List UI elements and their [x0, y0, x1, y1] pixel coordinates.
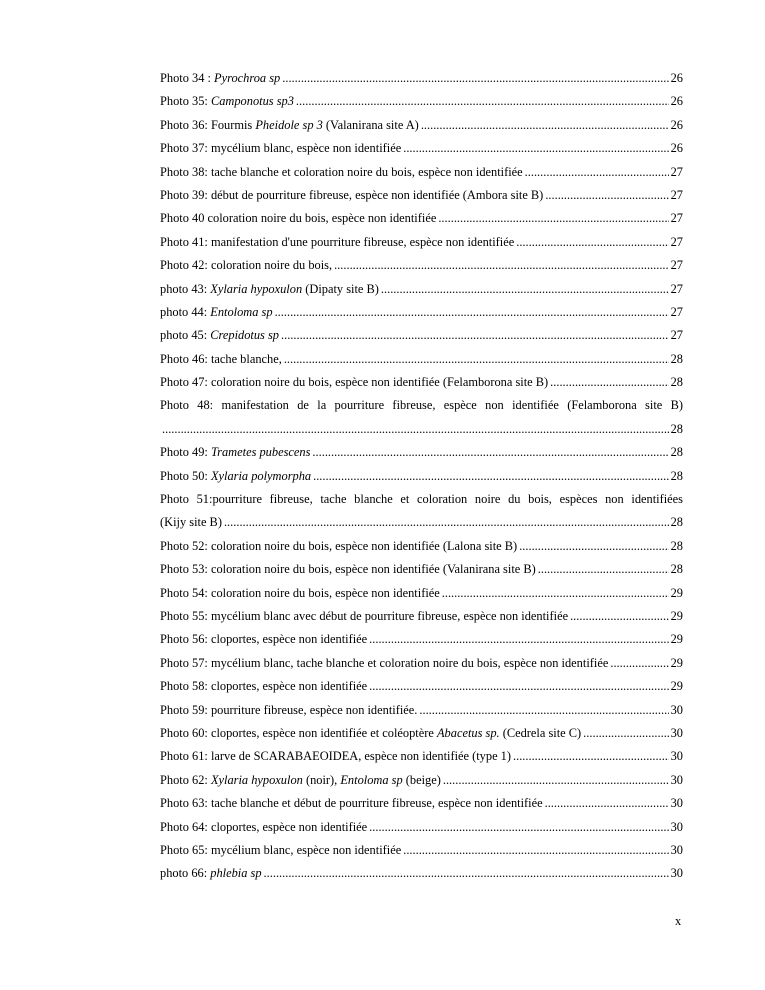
species-name: Xylaria hypoxulon	[210, 281, 303, 296]
page-ref: 29	[670, 655, 683, 670]
toc-entry[interactable]	[160, 862, 683, 885]
toc-entry-title	[160, 816, 367, 839]
species-name: Entoloma sp	[210, 304, 273, 319]
title-text: Photo 42: coloration noire du bois,	[160, 258, 333, 273]
toc-entry-line	[160, 67, 683, 90]
toc-entry-title	[160, 301, 273, 324]
toc-entry-line	[160, 792, 683, 815]
toc-entry-line	[160, 745, 683, 768]
dot-leader	[419, 699, 668, 722]
title-text: (Kijy site B)	[160, 515, 222, 530]
toc-entry[interactable]	[160, 324, 683, 347]
toc-entry-title-line: Photo 48: manifestation de la pourriture fibreuse, espèce non identifiée (Felamborona site B)	[160, 398, 683, 413]
page-ref: 27	[670, 234, 683, 249]
toc-entry-line	[160, 699, 683, 722]
toc-entry-line	[160, 816, 683, 839]
title-text: Photo 54: coloration noire du bois, espèce non identifiée	[160, 585, 440, 600]
toc-entry-title-line: Photo 51:pourriture fibreuse, tache blanche et coloration noire du bois, espèces non identifiées	[160, 492, 683, 507]
toc-entry-line	[160, 628, 683, 651]
title-text: Photo 49:	[160, 445, 211, 460]
dot-leader	[610, 652, 668, 675]
toc-entry-line	[160, 558, 683, 581]
title-text: Photo 34 :	[160, 71, 215, 85]
species-name: Trametes pubescens	[210, 445, 311, 460]
toc-entry-title	[160, 745, 511, 768]
toc-entry-line	[160, 371, 683, 394]
dot-leader	[312, 441, 668, 464]
toc-entry[interactable]	[160, 137, 683, 160]
toc-entry-title	[160, 558, 536, 581]
toc-entry-title	[160, 582, 440, 605]
toc-entry-line	[160, 278, 683, 301]
dot-leader	[162, 418, 669, 441]
toc-entry-title	[160, 862, 262, 885]
title-text: (Cedrela site C)	[499, 725, 582, 740]
toc-entry-line	[160, 441, 683, 464]
toc-entry-title	[160, 652, 608, 675]
page-ref: 28	[670, 445, 683, 460]
toc-entry[interactable]	[160, 231, 683, 254]
toc-entry[interactable]	[160, 465, 683, 488]
toc-entry-title	[160, 67, 280, 90]
title-text: photo 66:	[160, 866, 211, 881]
toc-entry[interactable]	[160, 699, 683, 722]
toc-entry-title	[160, 137, 401, 160]
title-text: photo 45:	[160, 328, 211, 343]
toc-entry-line	[160, 839, 683, 862]
dot-leader	[403, 137, 668, 160]
title-text: Photo 60: cloportes, espèce non identifiée et coléoptère	[160, 725, 437, 740]
page-ref: 27	[670, 258, 683, 273]
page-ref: 30	[670, 796, 683, 811]
page-ref: 30	[670, 702, 683, 717]
page-ref: 30	[670, 866, 683, 881]
title-text: Photo 37: mycélium blanc, espèce non identifiée	[160, 141, 402, 156]
title-text: (beige)	[402, 772, 441, 787]
dot-leader	[570, 605, 669, 628]
toc-entry-title	[160, 675, 367, 698]
page-ref: 27	[670, 328, 683, 343]
page-ref: 28	[670, 375, 683, 390]
dot-leader	[545, 792, 669, 815]
dot-leader	[421, 114, 669, 137]
toc-entry[interactable]	[160, 745, 683, 768]
toc-entry-line	[160, 418, 683, 441]
dot-leader	[442, 582, 669, 605]
title-text: Photo 52: coloration noire du bois, espèce non identifiée (Lalona site B)	[160, 538, 518, 553]
toc-entry-title	[160, 184, 543, 207]
toc-entry-line	[160, 511, 683, 534]
title-text: Photo 39: début de pourriture fibreuse, espèce non identifiée (Ambora site B)	[160, 187, 544, 202]
page-ref: 26	[670, 117, 683, 132]
toc-entry-title	[160, 231, 514, 254]
toc-entry[interactable]	[160, 652, 683, 675]
toc-entry-title	[160, 114, 419, 137]
toc-entry[interactable]	[160, 628, 683, 651]
toc-entry-line	[160, 301, 683, 324]
toc-entry[interactable]	[160, 441, 683, 464]
page-ref: 29	[670, 585, 683, 600]
page-ref: 28	[670, 562, 683, 577]
toc-entry[interactable]	[160, 207, 683, 230]
title-text: Photo 35:	[160, 94, 211, 109]
toc-entry[interactable]	[160, 278, 683, 301]
page-ref: 26	[670, 71, 683, 85]
toc-entry[interactable]	[160, 792, 683, 815]
title-text: photo 43:	[160, 281, 211, 296]
page-ref: 30	[670, 819, 683, 834]
toc-entry-line	[160, 184, 683, 207]
title-text: Photo 59: pourriture fibreuse, espèce non identifiée.	[160, 702, 418, 717]
toc-entry[interactable]	[160, 535, 683, 558]
species-name: Xylaria hypoxulon	[210, 772, 303, 787]
dot-leader	[545, 184, 668, 207]
page-ref: 27	[670, 164, 683, 179]
toc-entry[interactable]	[160, 114, 683, 137]
toc-entry-line	[160, 161, 683, 184]
toc-entry[interactable]	[160, 254, 683, 277]
dot-leader	[381, 278, 669, 301]
dot-leader	[369, 675, 668, 698]
page-ref: 30	[670, 725, 683, 740]
toc-entry-line	[160, 582, 683, 605]
dot-leader	[224, 511, 669, 534]
toc-entry-line	[160, 769, 683, 792]
title-text: (Valanirana site A)	[322, 117, 419, 132]
toc-entry-title	[160, 722, 581, 745]
toc-entry-title	[160, 628, 367, 651]
toc-entry[interactable]	[160, 348, 683, 371]
title-text: Photo 57: mycélium blanc, tache blanche et coloration noire du bois, espèce non identifiée	[160, 655, 609, 670]
title-text: Photo 40 coloration noire du bois, espèce non identifiée	[160, 211, 437, 226]
toc-entry-title	[160, 254, 332, 277]
title-text: Photo 62:	[160, 772, 211, 787]
page-ref: 30	[670, 749, 683, 764]
dot-leader	[369, 816, 668, 839]
dot-leader	[519, 535, 668, 558]
toc-entry-line	[160, 652, 683, 675]
title-text: Photo 53: coloration noire du bois, espèce non identifiée (Valanirana site B)	[160, 562, 536, 577]
page-ref: 28	[670, 421, 683, 436]
toc-entry[interactable]	[160, 301, 683, 324]
toc-entry[interactable]	[160, 605, 683, 628]
dot-leader	[438, 207, 668, 230]
title-text: Photo 55: mycélium blanc avec début de pourriture fibreuse, espèce non identifiée	[160, 608, 569, 623]
toc-entry-title	[160, 839, 401, 862]
title-text: Photo 64: cloportes, espèce non identifiée	[160, 819, 368, 834]
toc-entry-line	[160, 114, 683, 137]
toc-entry[interactable]	[160, 839, 683, 862]
page-ref: 27	[670, 304, 683, 319]
species-name: Camponotus sp3	[210, 94, 294, 109]
dot-leader	[525, 161, 669, 184]
toc-entry-title	[160, 605, 568, 628]
toc-entry-line	[160, 137, 683, 160]
species-name: Xylaria polymorpha	[210, 468, 312, 483]
page-ref: 30	[670, 772, 683, 787]
title-text: photo 44:	[160, 304, 211, 319]
dot-leader	[369, 628, 668, 651]
dot-leader	[281, 324, 669, 347]
title-text: Photo 36: Fourmis	[160, 117, 256, 132]
toc-entry-title	[160, 348, 282, 371]
page-ref: 28	[670, 468, 683, 483]
page-ref: 29	[670, 632, 683, 647]
page-ref: 30	[670, 842, 683, 857]
page-ref: 26	[670, 94, 683, 109]
toc-entry[interactable]	[160, 161, 683, 184]
toc-entry-line	[160, 231, 683, 254]
toc-entry-line	[160, 207, 683, 230]
page-ref: 28	[670, 538, 683, 553]
title-text: Photo 41: manifestation d'une pourriture fibreuse, espèce non identifiée	[160, 234, 515, 249]
species-name: phlebia sp	[210, 866, 262, 881]
toc-entry[interactable]	[160, 488, 683, 535]
dot-leader	[443, 769, 669, 792]
dot-leader	[516, 231, 668, 254]
toc-entry-title	[160, 161, 523, 184]
toc-entry-title	[160, 278, 379, 301]
species-name: Pheidole sp 3	[255, 117, 323, 132]
page-ref: 29	[670, 608, 683, 623]
title-text: Photo 56: cloportes, espèce non identifiée	[160, 632, 368, 647]
toc-entry-title	[160, 465, 311, 488]
toc-entry[interactable]	[160, 371, 683, 394]
toc-entry-title	[160, 535, 517, 558]
toc-entry[interactable]	[160, 675, 683, 698]
dot-leader	[583, 722, 668, 745]
page-number: x	[675, 914, 682, 928]
toc-entry-title	[160, 699, 417, 722]
toc-entry[interactable]	[160, 769, 683, 792]
dot-leader	[403, 839, 668, 862]
toc-entry-line	[160, 324, 683, 347]
dot-leader	[264, 862, 669, 885]
dot-leader	[513, 745, 669, 768]
title-text: Photo 63: tache blanche et début de pourriture fibreuse, espèce non identifiée	[160, 796, 543, 811]
title-text: (noir),	[302, 772, 341, 787]
toc-entry-title	[160, 90, 294, 113]
dot-leader	[282, 67, 668, 90]
page-ref: 28	[670, 515, 683, 530]
page-ref: 27	[670, 187, 683, 202]
toc-entry-line	[160, 465, 683, 488]
toc-entry-title	[160, 769, 441, 792]
toc-entry[interactable]	[160, 582, 683, 605]
page-ref: 29	[670, 679, 683, 694]
title-text: Photo 47: coloration noire du bois, espèce non identifiée (Felamborona site B)	[160, 375, 549, 390]
toc-entry-line	[160, 254, 683, 277]
toc-entry[interactable]	[160, 184, 683, 207]
toc-entry-line	[160, 605, 683, 628]
species-name: Entoloma sp	[340, 772, 403, 787]
species-name: Abacetus sp.	[436, 725, 500, 740]
toc-entry-line	[160, 90, 683, 113]
dot-leader	[334, 254, 669, 277]
title-text: Photo 65: mycélium blanc, espèce non identifiée	[160, 842, 402, 857]
toc-entry[interactable]	[160, 558, 683, 581]
toc-entry-line	[160, 535, 683, 558]
table-of-photos	[160, 67, 683, 886]
title-text: Photo 46: tache blanche,	[160, 351, 282, 366]
page-ref: 26	[670, 141, 683, 156]
toc-entry-line	[160, 348, 683, 371]
page-ref: 28	[670, 351, 683, 366]
dot-leader	[275, 301, 669, 324]
toc-entry-title	[160, 441, 310, 464]
toc-entry[interactable]	[160, 394, 683, 441]
title-text: Photo 61: larve de SCARABAEOIDEA, espèce non identifiée (type 1)	[160, 749, 511, 764]
toc-entry-line	[160, 675, 683, 698]
title-text: Photo 38: tache blanche et coloration noire du bois, espèce non identifiée	[160, 164, 523, 179]
dot-leader	[296, 90, 669, 113]
page-ref: 27	[670, 211, 683, 226]
toc-entry[interactable]	[160, 90, 683, 113]
toc-entry[interactable]	[160, 722, 683, 745]
toc-entry[interactable]	[160, 816, 683, 839]
toc-entry-title	[160, 207, 436, 230]
toc-entry-title	[160, 511, 222, 534]
title-text: Photo 58: cloportes, espèce non identifiée	[160, 679, 368, 694]
toc-entry-title	[160, 792, 543, 815]
species-name: Pyrochroa sp	[214, 71, 281, 85]
dot-leader	[313, 465, 669, 488]
dot-leader	[550, 371, 668, 394]
dot-leader	[284, 348, 669, 371]
toc-entry-title	[160, 371, 548, 394]
title-text: Photo 50:	[160, 468, 211, 483]
species-name: Crepidotus sp	[210, 328, 279, 343]
toc-entry-title	[160, 324, 279, 347]
toc-entry-line	[160, 862, 683, 885]
toc-entry[interactable]	[160, 67, 683, 90]
title-text: (Dipaty site B)	[302, 281, 379, 296]
toc-entry-line	[160, 722, 683, 745]
page-ref: 27	[670, 281, 683, 296]
dot-leader	[538, 558, 669, 581]
